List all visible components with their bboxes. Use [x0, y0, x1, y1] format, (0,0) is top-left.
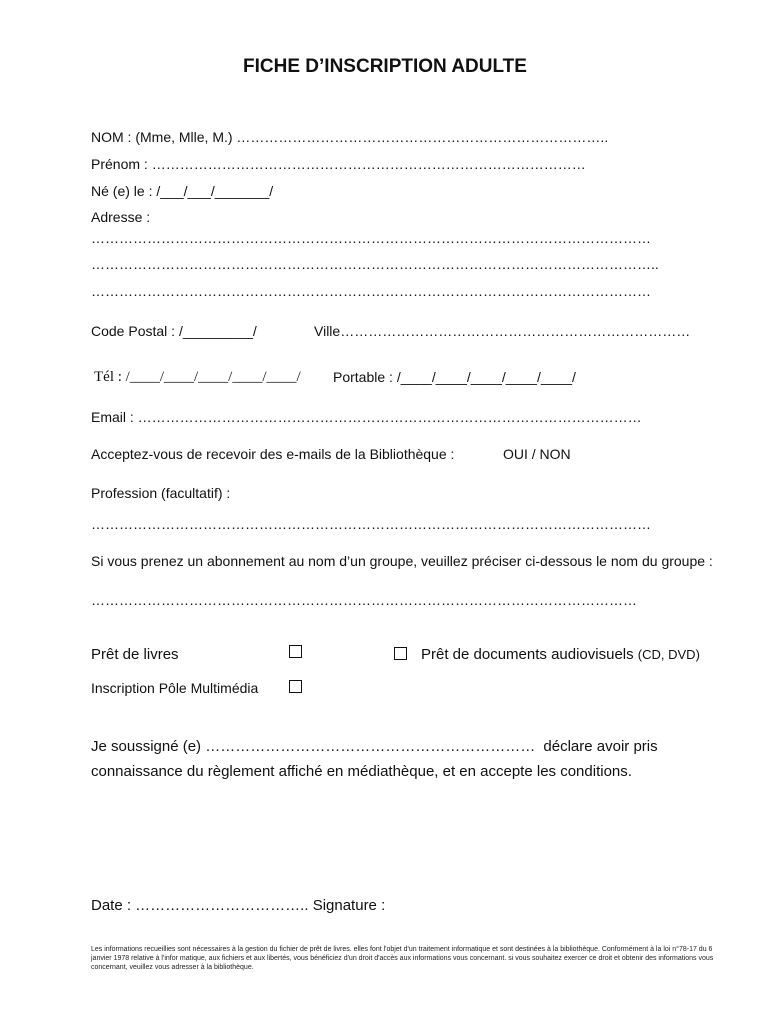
inscription-multimedia-label: Inscription Pôle Multimédia	[91, 680, 259, 696]
groupe-line[interactable]: ………………………………………………………………………………………………………	[91, 592, 637, 608]
pret-docs-label-wrap	[421, 646, 700, 663]
birthdate-field[interactable]: Né (e) le : /___/___/_______/	[91, 183, 274, 199]
date-signature-line[interactable]: Date : …………………………….. Signature :	[91, 897, 386, 914]
pret-livres-label: Prêt de livres	[91, 646, 179, 663]
prenom-field[interactable]: Prénom : …………………………………………………………………………………	[91, 156, 586, 172]
legal-note: Les informations recueillies sont nécessaires à la gestion du fichier de prêt de livres. elles font l'objet d'un traitement informatique et sont destinées à la bibliothèque. Conformément à la loi n°78-17 du 6 janvier 1978 relative à l'infor matique, aux fichiers et aux libertés, vous bénéficiez d'un droit d'accès aux informations vous concernant. si vous souhaitez exercer ce droit et obtenir des informations vous concernant, veuillez vous adresser à la bibliothèque.	[91, 946, 714, 971]
declaration-line-1-end: déclare avoir pris	[543, 738, 658, 755]
email-field[interactable]: Email : ………………………………………………………………………………………………	[91, 409, 642, 425]
emails-answer[interactable]: OUI / NON	[503, 446, 571, 462]
code-postal-field[interactable]: Code Postal : /_________/	[91, 323, 257, 339]
groupe-question: Si vous prenez un abonnement au nom d’un groupe, veuillez préciser ci-dessous le nom du groupe :	[91, 553, 713, 569]
adresse-line-2[interactable]: …………………………………………………………………………………………………………..	[91, 256, 659, 272]
emails-question: Acceptez-vous de recevoir des e-mails de la Bibliothèque :	[91, 446, 455, 462]
inscription-multimedia-checkbox[interactable]	[289, 680, 302, 693]
pret-docs-label: Prêt de documents audiovisuels	[421, 646, 634, 663]
nom-field[interactable]: NOM : (Mme, Mlle, M.) ……………………………………………………………………..	[91, 129, 609, 145]
adresse-line-1[interactable]: …………………………………………………………………………………………………………	[91, 230, 651, 246]
tel-field[interactable]: Tél : /____/____/____/____/____/	[94, 369, 301, 385]
portable-field[interactable]: Portable : /____/____/____/____/____/	[333, 369, 576, 385]
adresse-label: Adresse :	[91, 209, 151, 225]
pret-livres-checkbox[interactable]	[289, 645, 302, 658]
ville-field[interactable]: Ville…………………………………………………………………	[314, 323, 691, 339]
profession-label: Profession (facultatif) :	[91, 485, 231, 501]
profession-line[interactable]: …………………………………………………………………………………………………………	[91, 516, 651, 532]
pret-docs-checkbox[interactable]	[394, 647, 407, 660]
pret-docs-suffix: (CD, DVD)	[637, 647, 700, 662]
form-title: FICHE D’INSCRIPTION ADULTE	[243, 56, 527, 77]
adresse-line-3[interactable]: …………………………………………………………………………………………………………	[91, 283, 651, 299]
declaration-name-blank[interactable]: Je soussigné (e) …………………………………………………………	[91, 738, 536, 755]
declaration-line-1	[91, 738, 658, 755]
declaration-line-2: connaissance du règlement affiché en médiathèque, et en accepte les conditions.	[91, 763, 632, 780]
